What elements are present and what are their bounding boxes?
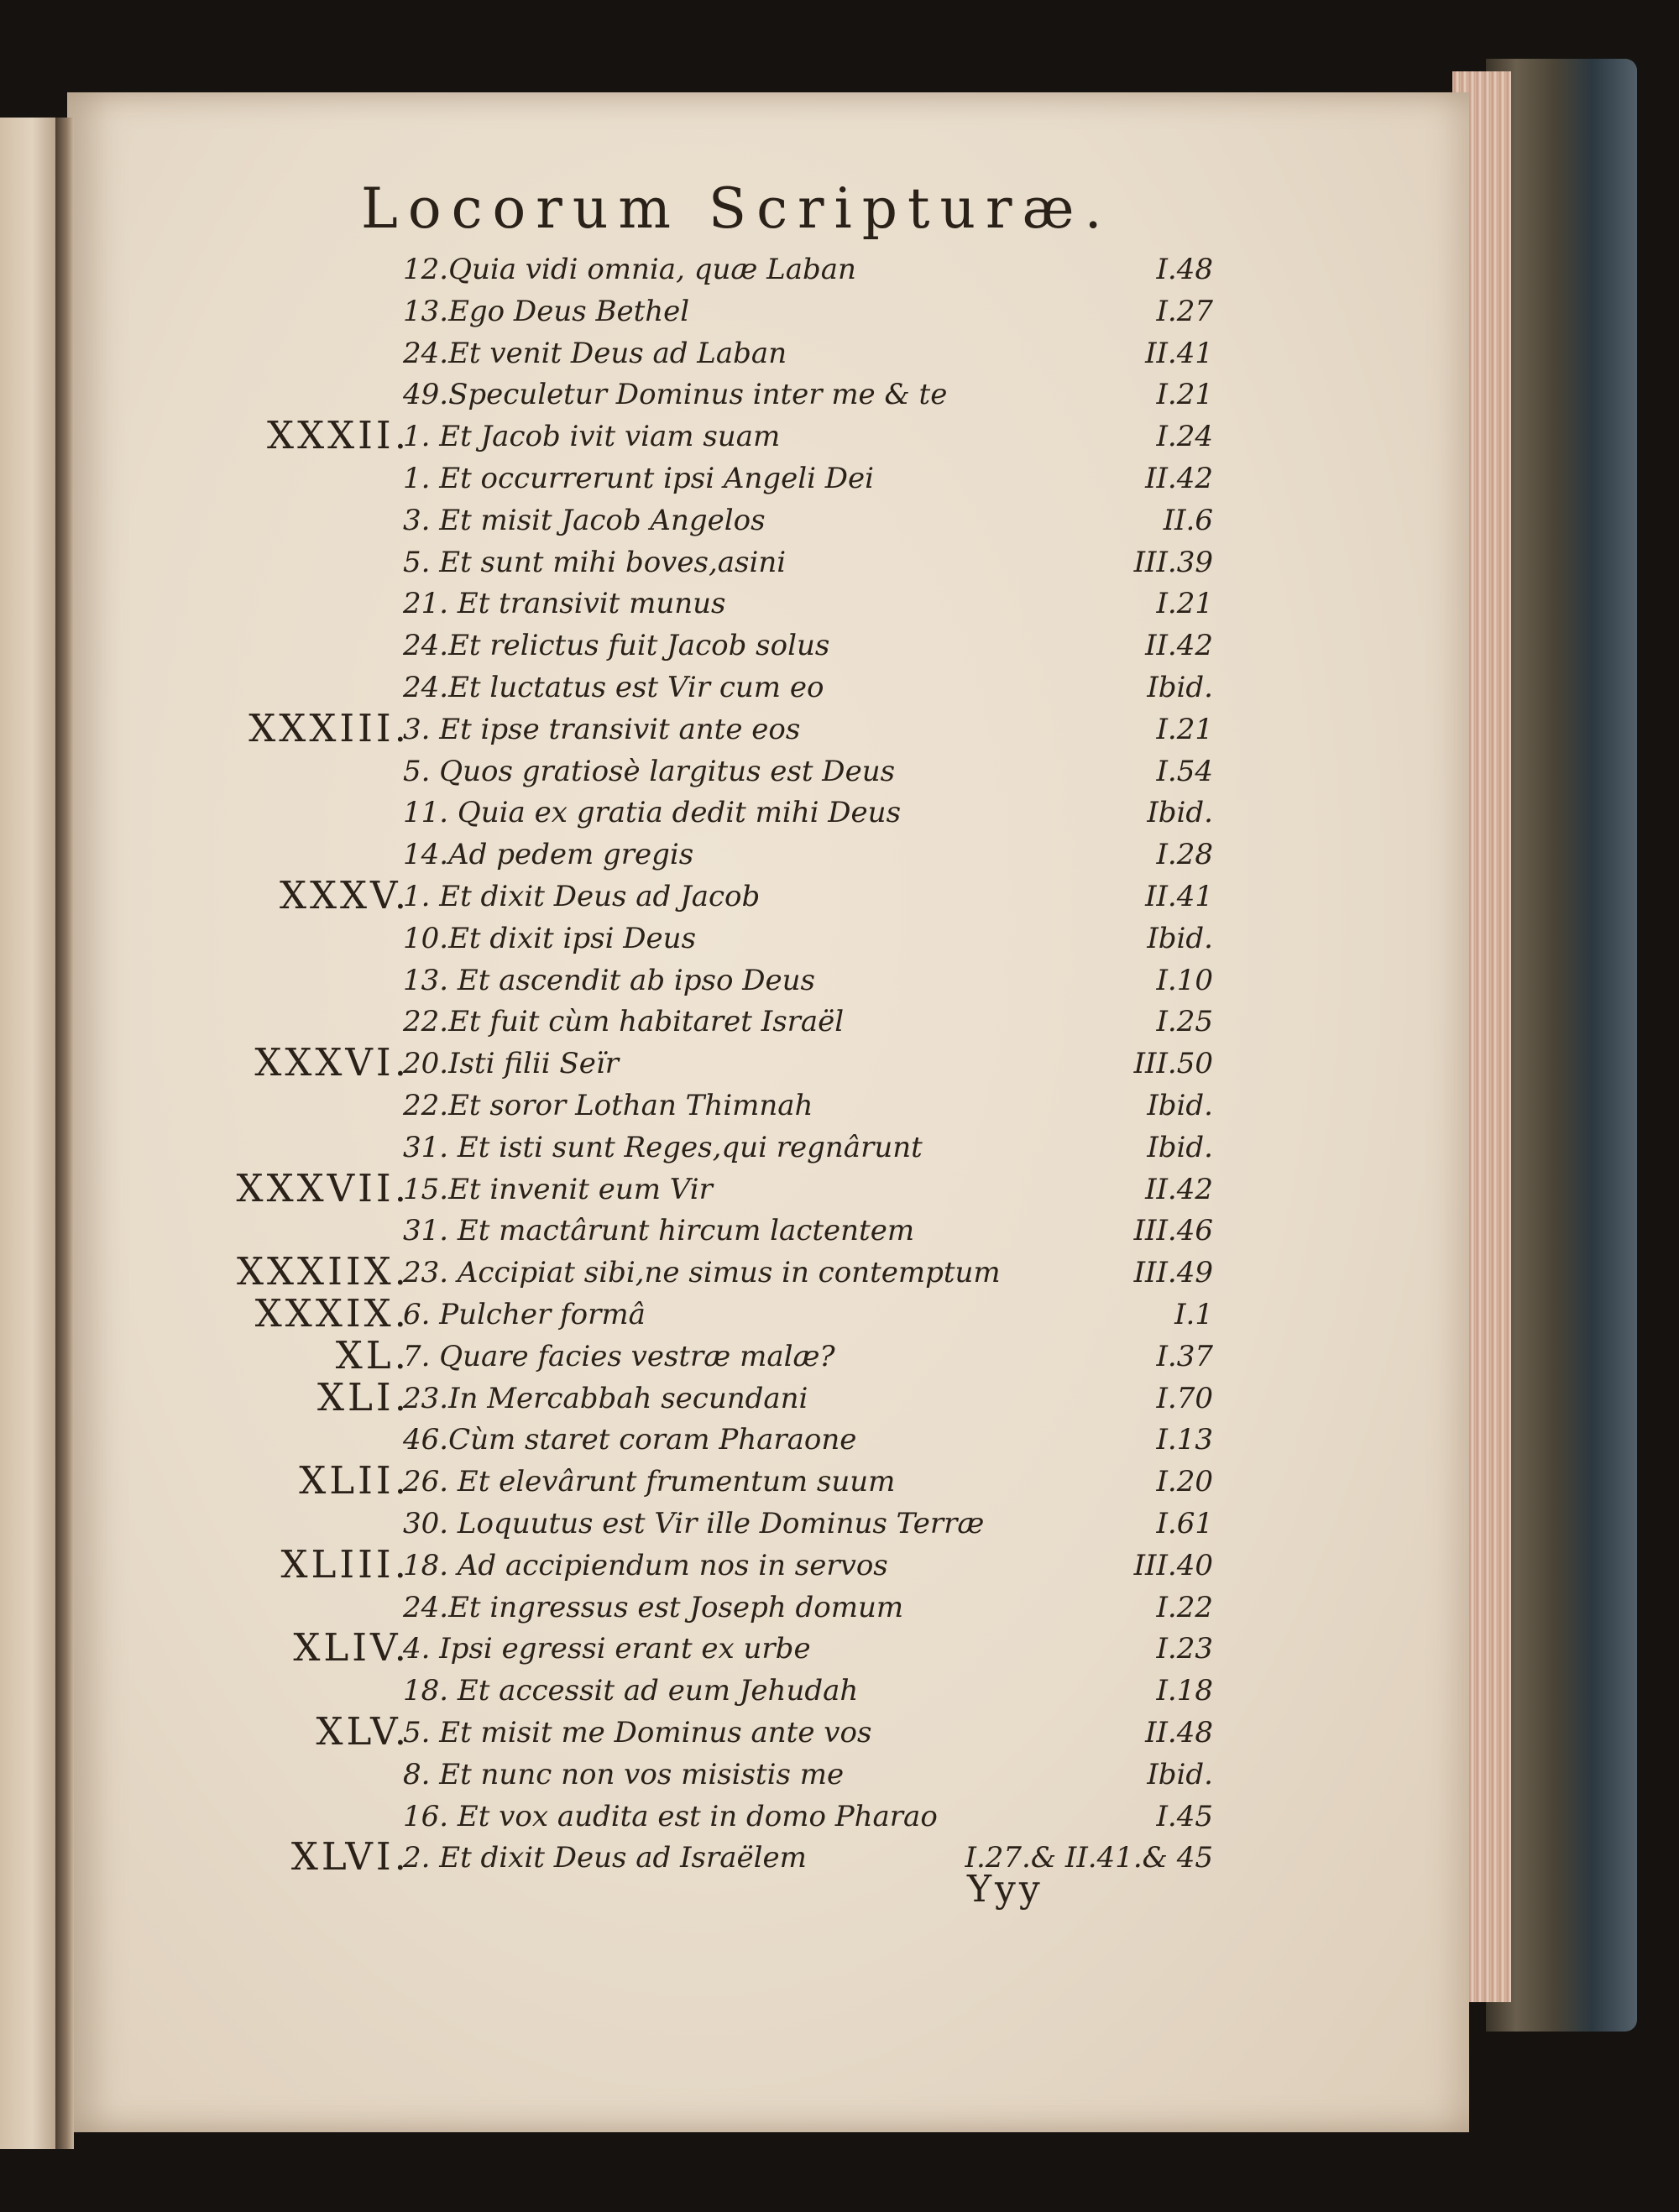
verse-text: 24.Et relictus fuit Jacob solus [403,629,830,663]
reference-cell: I.28 [1156,838,1213,872]
index-entry [0,541,1679,583]
reference-cell: I.23 [1156,1632,1213,1666]
running-head: Locorum Scripturæ. [361,176,1112,241]
index-entry [0,290,1679,332]
index-entry [0,959,1679,1001]
reference-cell: I.21 [1156,587,1213,621]
verse-text: 49.Speculetur Dominus inter me & te [403,378,948,412]
reference-cell: III.50 [1133,1047,1213,1081]
reference-cell: I.10 [1156,963,1213,997]
verse-text: 12.Quia vidi omnia, quæ Laban [403,253,856,286]
verse-text: 31. Et mactârunt hircum lactentem [403,1214,915,1248]
index-entry [0,415,1679,457]
reference-cell: II.6 [1163,503,1213,537]
index-entry [0,1541,1679,1587]
reference-cell: I.22 [1156,1590,1213,1624]
chapter-numeral: XLII. [299,1458,410,1503]
index-entry [0,1795,1679,1837]
reference-cell: I.1 [1174,1298,1213,1331]
index-entry [0,457,1679,499]
index-entry [0,666,1679,708]
reference-cell: II.42 [1145,629,1213,663]
chapter-numeral: XXXVI. [254,1040,410,1085]
reference-cell: I.21 [1156,712,1213,746]
index-entry [0,875,1679,917]
verse-text: 3. Et ipse transivit ante eos [403,712,801,746]
reference-cell: II.42 [1145,1172,1213,1206]
index-entry [0,1165,1679,1211]
chapter-numeral: XL. [335,1332,410,1378]
reference-cell: Ibid. [1147,1130,1213,1164]
verse-text: 46.Cùm staret coram Pharaone [403,1423,857,1457]
reference-cell: I.27 [1156,294,1213,328]
index-entry [0,917,1679,959]
chapter-numeral: XLVI. [290,1834,410,1880]
index-entry [0,582,1679,624]
reference-cell: Ibid. [1147,1089,1213,1122]
verse-text: 5. Quos gratiosè largitus est Deus [403,754,896,788]
chapter-numeral: XXXIIX. [236,1249,410,1294]
index-entry [0,833,1679,875]
verse-text: 24.Et luctatus est Vir cum eo [403,671,824,704]
index-entry [0,1126,1679,1168]
verse-text: 31. Et isti sunt Reges,qui regnârunt [403,1130,923,1164]
verse-text: 10.Et dixit ipsi Deus [403,921,697,955]
index-entry [0,1627,1679,1669]
verse-text: 5. Et misit me Dominus ante vos [403,1716,872,1749]
index-entry [0,1332,1679,1378]
chapter-numeral: XXXV. [279,873,410,918]
index-entry [0,1502,1679,1544]
index-entry [0,1209,1679,1251]
reference-cell: I.20 [1156,1465,1213,1499]
verse-text: 26. Et elevârunt frumentum suum [403,1465,896,1499]
index-entry [0,1711,1679,1753]
reference-cell: I.24 [1156,420,1213,454]
index-entry [0,1374,1679,1420]
verse-text: 22.Et fuit cùm habitaret Israël [403,1005,845,1039]
reference-cell: I.13 [1156,1423,1213,1457]
chapter-numeral: XLI. [317,1374,410,1420]
verse-text: 7. Quare facies vestræ malæ? [403,1339,835,1373]
reference-cell: I.18 [1156,1674,1213,1708]
index-entry [0,499,1679,541]
verse-text: 14.Ad pedem gregis [403,838,694,872]
verse-text: 8. Et nunc non vos misistis me [403,1757,845,1791]
verse-text: 18. Et accessit ad eum Jehudah [403,1674,859,1708]
reference-cell: I.37 [1156,1339,1213,1373]
index-entry [0,791,1679,833]
verse-text: 24.Et venit Deus ad Laban [403,336,787,370]
reference-cell: II.42 [1145,462,1213,495]
verse-text: 2. Et dixit Deus ad Israëlem [403,1841,807,1875]
index-entry [0,1669,1679,1711]
verse-text: 15.Et invenit eum Vir [403,1172,713,1206]
index-entry [0,1000,1679,1042]
reference-cell: III.39 [1133,545,1213,579]
verse-text: 20.Isti filii Seïr [403,1047,619,1081]
reference-cell: I.27.& II.41.& 45 [965,1841,1213,1875]
verse-text: 18. Ad accipiendum nos in servos [403,1548,888,1582]
verse-text: 30. Loquutus est Vir ille Dominus Terræ [403,1507,985,1540]
chapter-numeral: XLIV. [293,1625,410,1671]
verse-text: 22.Et soror Lothan Thimnah [403,1089,813,1122]
index-entry [0,1042,1679,1084]
chapter-numeral: XLV. [316,1709,410,1754]
index-entry [0,1586,1679,1628]
verse-text: 4. Ipsi egressi erant ex urbe [403,1632,811,1666]
verse-text: 3. Et misit Jacob Angelos [403,503,766,537]
index-entry [0,1251,1679,1293]
reference-cell: I.48 [1156,253,1213,286]
reference-cell: III.46 [1133,1214,1213,1248]
reference-cell: Ibid. [1147,921,1213,955]
reference-cell: Ibid. [1147,671,1213,704]
index-entry [0,1753,1679,1795]
verse-text: 13.Ego Deus Bethel [403,294,690,328]
index-entry [0,373,1679,415]
chapter-numeral: XXXII. [267,413,410,458]
verse-text: 11. Quia ex gratia dedit mihi Deus [403,796,902,830]
reference-cell: I.45 [1156,1799,1213,1833]
reference-cell: II.41 [1145,336,1213,370]
chapter-numeral: XXXIII. [248,705,410,750]
chapter-numeral: XXXIX. [254,1291,410,1336]
reference-cell: I.54 [1156,754,1213,788]
signature-mark: Yyy [967,1868,1043,1911]
verse-text: 23.In Mercabbah secundani [403,1381,808,1415]
verse-text: 21. Et transivit munus [403,587,726,621]
chapter-numeral: XXXVII. [236,1165,410,1211]
reference-cell: Ibid. [1147,796,1213,830]
chapter-numeral: XLIII. [280,1541,410,1587]
verse-text: 1. Et Jacob ivit viam suam [403,420,781,454]
verse-text: 6. Pulcher formâ [403,1298,646,1331]
reference-cell: I.70 [1156,1381,1213,1415]
reference-cell: II.48 [1145,1716,1213,1749]
index-entry [0,750,1679,792]
index-entry [0,1460,1679,1502]
verse-text: 16. Et vox audita est in domo Pharao [403,1799,938,1833]
index-entry [0,1084,1679,1126]
verse-text: 1. Et occurrerunt ipsi Angeli Dei [403,462,875,495]
verse-text: 24.Et ingressus est Joseph domum [403,1590,904,1624]
reference-cell: I.21 [1156,378,1213,412]
reference-cell: Ibid. [1147,1757,1213,1791]
reference-cell: II.41 [1145,880,1213,913]
verse-text: 23. Accipiat sibi,ne simus in contemptum [403,1256,1001,1290]
verse-text: 1. Et dixit Deus ad Jacob [403,880,761,913]
reference-cell: III.40 [1133,1548,1213,1582]
index-entry [0,1293,1679,1335]
reference-cell: III.49 [1133,1256,1213,1290]
index-entry [0,332,1679,374]
reference-cell: I.61 [1156,1507,1213,1540]
index-entry [0,248,1679,290]
index-entry [0,624,1679,666]
index-entry [0,1836,1679,1878]
verse-text: 13. Et ascendit ab ipso Deus [403,963,815,997]
index-entry [0,705,1679,750]
reference-cell: I.25 [1156,1005,1213,1039]
verse-text: 5. Et sunt mihi boves,asini [403,545,787,579]
index-entry [0,1418,1679,1460]
